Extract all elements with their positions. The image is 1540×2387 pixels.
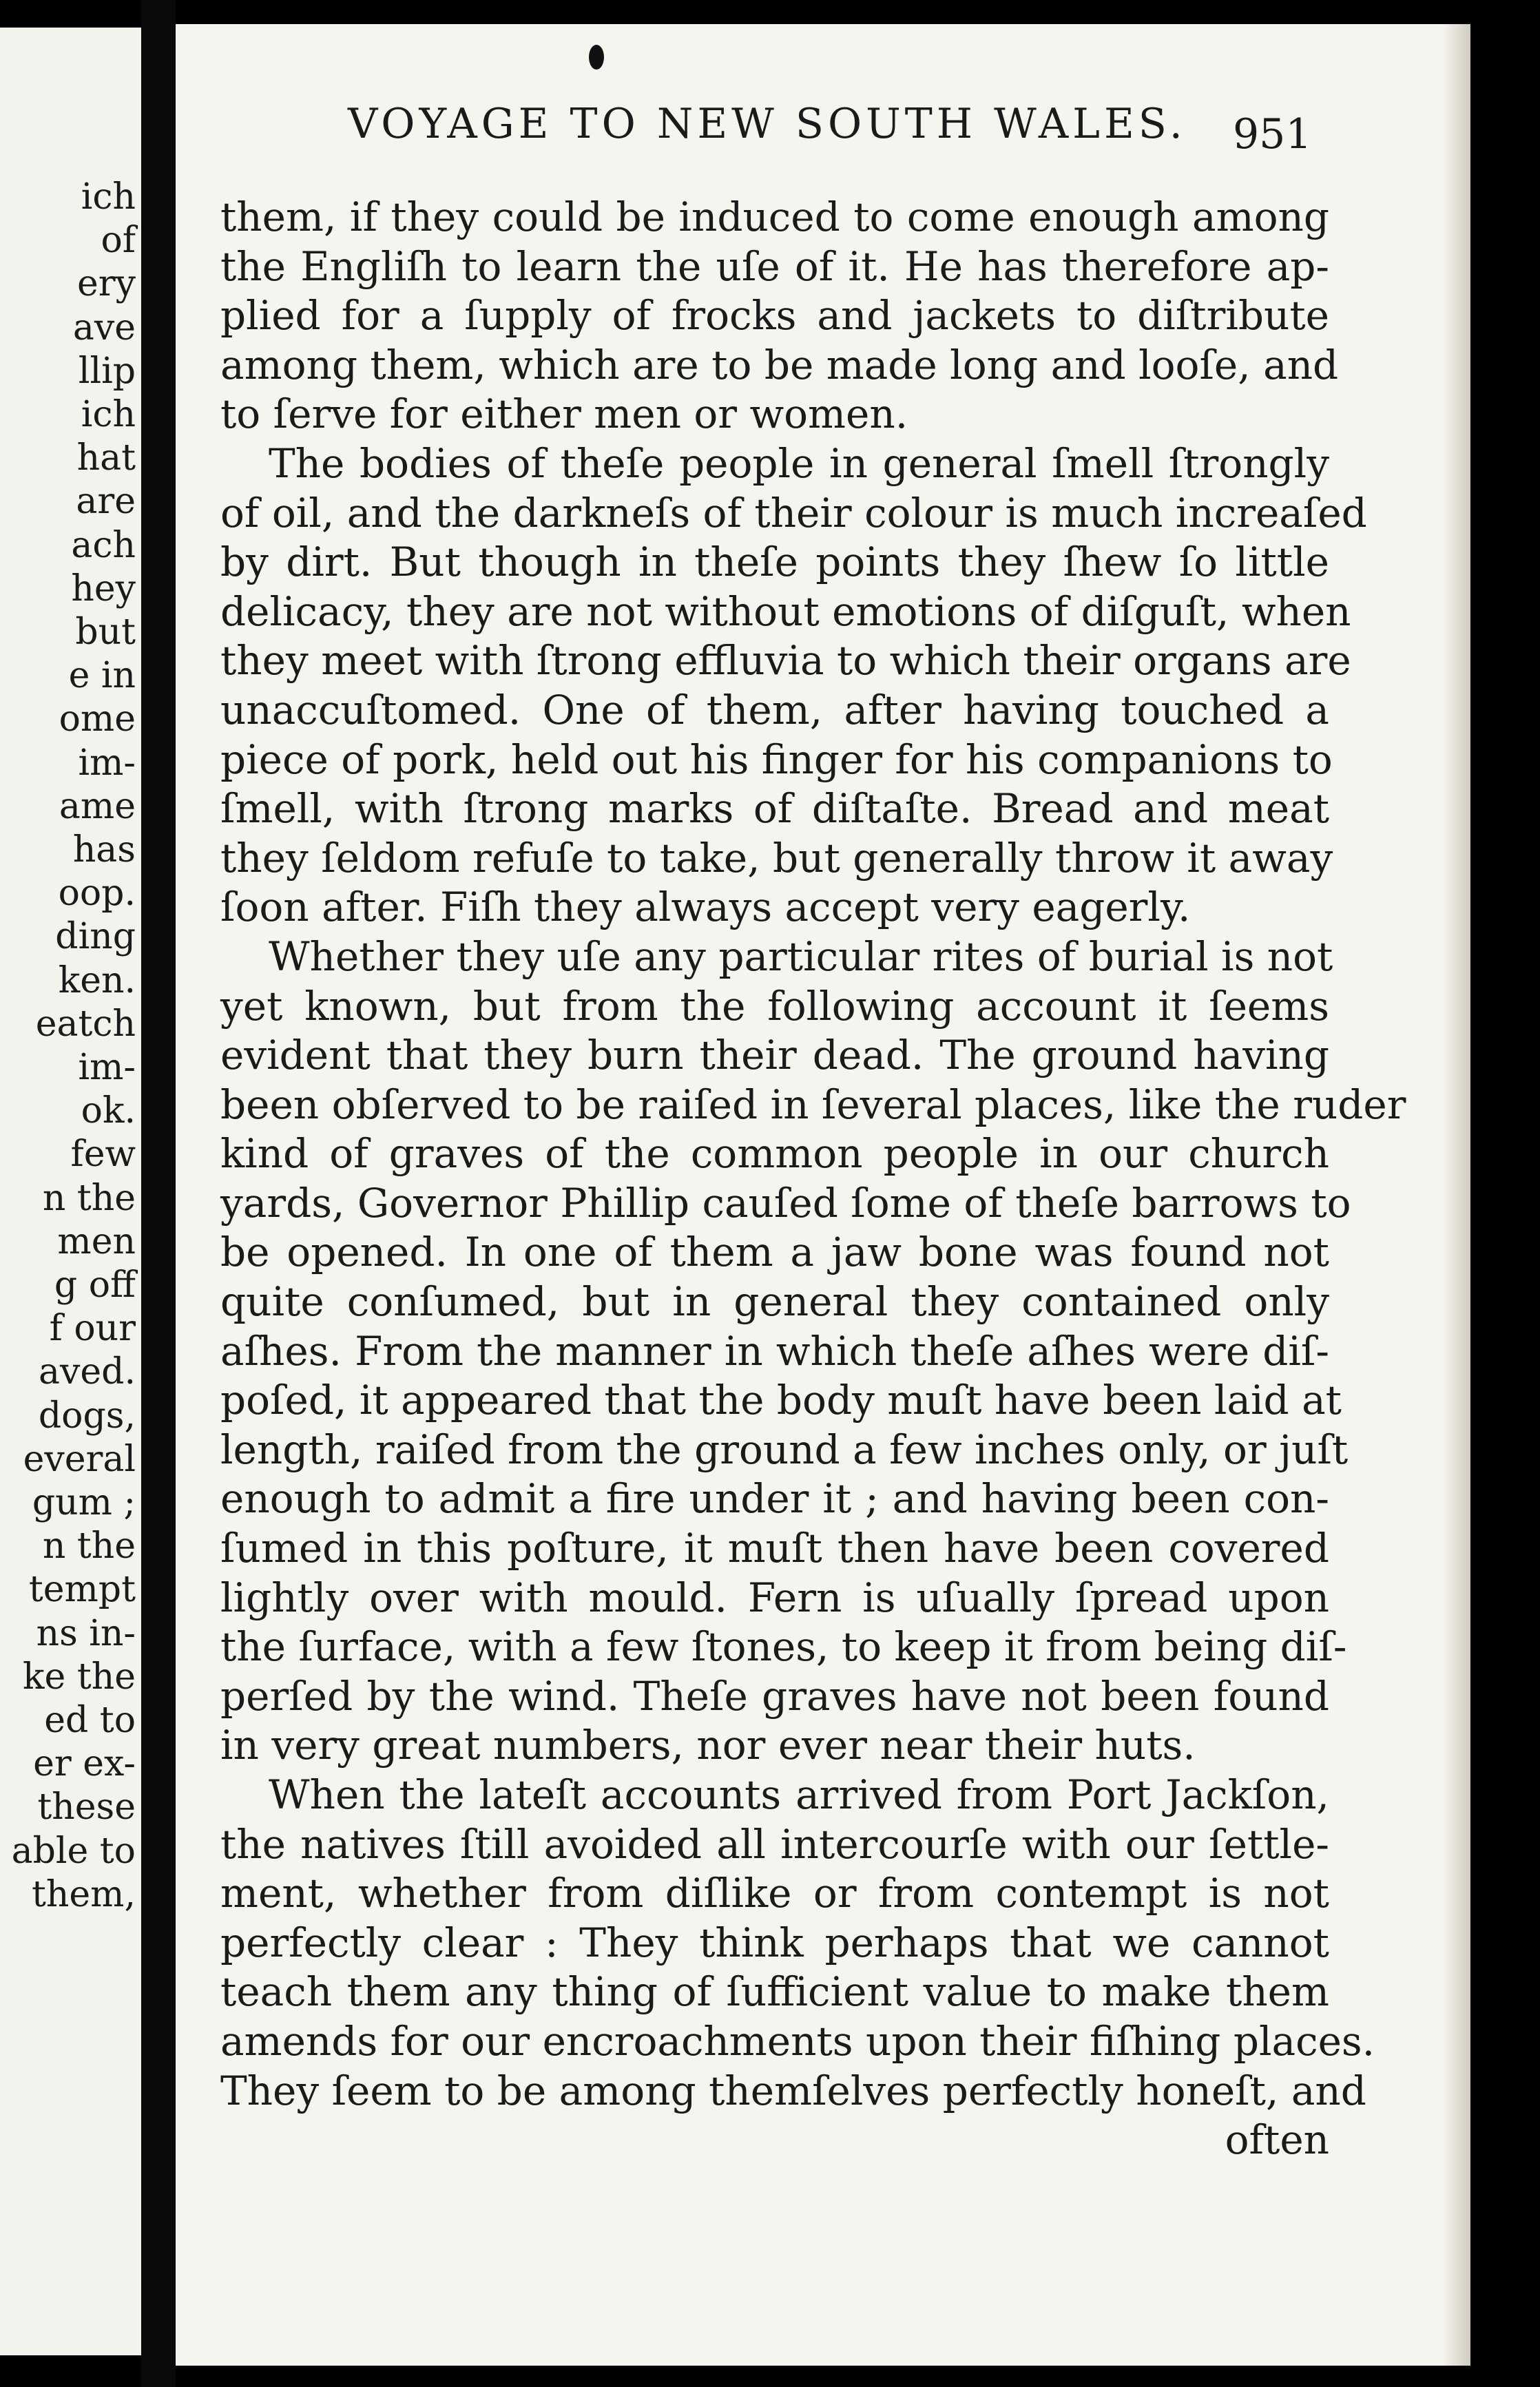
facing-page-word-fragment: gum ;	[32, 1482, 136, 1523]
facing-page-word-fragment: able to	[11, 1830, 136, 1872]
text-line: among them, which are to be made long and looſe, and	[220, 341, 1339, 388]
running-header: VOYAGE TO NEW SOUTH WALES.	[348, 100, 1187, 148]
text-line: the Engliſh to learn the uſe of it. He has therefore ap-	[220, 242, 1329, 290]
text-line: ment, whether from diſlike or from contempt is not	[220, 1870, 1329, 1917]
facing-page-word-fragment: these	[37, 1786, 136, 1828]
text-line: kind of graves of the common people in our church	[220, 1130, 1329, 1178]
book-gutter	[141, 0, 176, 2387]
text-line: quite conſumed, but in general they contained only	[220, 1278, 1329, 1326]
facing-page-word-fragment: ke the	[23, 1656, 136, 1698]
facing-page-word-fragment: of	[101, 220, 136, 262]
facing-page-word-fragment: e in	[68, 655, 136, 697]
text-line: amends for our encroachments upon their fiſhing places.	[220, 2017, 1375, 2065]
text-line: lightly over with mould. Fern is uſually ſpread upon	[220, 1574, 1329, 1621]
text-line: teach them any thing of ſufficient value to make them	[220, 1968, 1329, 2016]
facing-page-word-fragment: ame	[59, 785, 136, 827]
catchword: often	[1225, 2116, 1329, 2164]
facing-page-word-fragment: ok.	[81, 1090, 136, 1132]
facing-page-word-fragment: eatch	[35, 1003, 136, 1045]
facing-page-word-fragment: ns in-	[36, 1612, 136, 1654]
text-line: of oil, and the darkneſs of their colour is much increaſed	[220, 489, 1367, 536]
text-line: The bodies of theſe people in general ſmell ſtrongly	[269, 439, 1329, 487]
text-line: to ſerve for either men or women.	[220, 390, 908, 438]
book-page	[176, 24, 1470, 2366]
facing-page-word-fragment: men	[57, 1220, 136, 1262]
text-line: delicacy, they are not without emotions of diſguſt, when	[220, 587, 1351, 635]
text-line: perfectly clear : They think perhaps that we cannot	[220, 1919, 1329, 1966]
facing-page-word-fragment: hat	[76, 437, 136, 479]
facing-page-word-fragment: ken.	[58, 959, 136, 1001]
facing-page-word-fragment: them,	[32, 1873, 136, 1915]
facing-page-word-fragment: but	[75, 612, 136, 653]
text-line: Whether they uſe any particular rites of burial is not	[269, 932, 1333, 980]
body-text	[220, 193, 1406, 2165]
facing-page-word-fragment: has	[72, 829, 136, 871]
facing-page-word-fragment: ery	[76, 263, 136, 305]
text-line: they meet with ſtrong effluvia to which their organs are	[220, 637, 1351, 685]
facing-page-word-fragment: oop.	[58, 873, 136, 915]
text-line: poſed, it appeared that the body muſt have been laid at	[220, 1377, 1342, 1424]
facing-page-fragment	[0, 28, 141, 2355]
page-number: 951	[1233, 110, 1312, 158]
facing-page-word-fragment: aved.	[39, 1351, 136, 1393]
facing-page-word-fragment: few	[70, 1134, 136, 1176]
text-line: yet known, but from the following account it ſeems	[220, 982, 1329, 1030]
text-line: They ſeem to be among themſelves perfectly honeſt, and	[220, 2067, 1366, 2114]
text-line: been obſerved to be raiſed in ſeveral places, like the ruder	[220, 1081, 1406, 1128]
text-line: in very great numbers, nor ever near their huts.	[220, 1722, 1196, 1769]
facing-page-word-fragment: are	[76, 481, 136, 523]
facing-page-word-fragment: ach	[71, 524, 136, 566]
facing-page-word-fragment: ave	[72, 306, 136, 348]
facing-page-word-fragment: ich	[81, 394, 136, 435]
facing-page-word-fragment: ich	[81, 176, 136, 218]
text-line: aſhes. From the manner in which theſe aſhes were diſ-	[220, 1327, 1329, 1375]
text-line: be opened. In one of them a jaw bone was found not	[220, 1229, 1329, 1276]
text-line: yards, Governor Phillip cauſed ſome of theſe barrows to	[220, 1179, 1351, 1227]
text-line: ſoon after. Fiſh they always accept very eagerly.	[220, 884, 1191, 931]
facing-page-word-fragment: g off	[54, 1264, 136, 1306]
facing-page-word-fragment: everal	[23, 1438, 136, 1480]
facing-page-word-fragment: hey	[71, 567, 136, 609]
facing-page-word-fragment: f our	[49, 1308, 136, 1350]
text-line: evident that they burn their dead. The ground having	[220, 1032, 1329, 1079]
page-edge-shadow	[1443, 24, 1470, 2366]
facing-page-word-fragment: llip	[78, 350, 136, 392]
facing-page-word-fragment: ding	[55, 916, 136, 958]
facing-page-word-fragment: dogs,	[38, 1395, 136, 1437]
facing-page-word-fragment: ome	[59, 698, 136, 740]
text-line: length, raiſed from the ground a few inches only, or juſt	[220, 1426, 1349, 1473]
text-line: ſmell, with ſtrong marks of diſtaſte. Bread and meat	[220, 785, 1329, 833]
text-line: plied for a ſupply of frocks and jackets to diſtribute	[220, 292, 1329, 340]
facing-page-word-fragment: im-	[78, 742, 136, 784]
facing-page-word-fragment: n the	[42, 1525, 136, 1567]
text-line: the natives ſtill avoided all intercourſe with our ſettle-	[220, 1820, 1329, 1868]
text-line: they ſeldom refuſe to take, but generally throw it away	[220, 834, 1333, 882]
binding-hole-mark	[589, 45, 604, 70]
facing-page-word-fragment: im-	[78, 1047, 136, 1088]
text-line: enough to admit a fire under it ; and having been con-	[220, 1475, 1329, 1523]
facing-page-word-fragment: n the	[42, 1177, 136, 1219]
text-line: perſed by the wind. Theſe graves have not been found	[220, 1672, 1329, 1720]
text-line: by dirt. But though in theſe points they ſhew ſo little	[220, 539, 1329, 586]
facing-page-word-fragment: ed to	[44, 1700, 136, 1741]
text-line: When the lateſt accounts arrived from Port Jackſon,	[269, 1771, 1329, 1818]
text-line: piece of pork, held out his finger for his companions to	[220, 736, 1333, 783]
text-line: unaccuſtomed. One of them, after having touched a	[220, 686, 1329, 733]
text-line: the ſurface, with a few ſtones, to keep it from being diſ-	[220, 1623, 1347, 1671]
text-line: ſumed in this poſture, it muſt then have been covered	[220, 1525, 1329, 1572]
text-line: them, if they could be induced to come enough among	[220, 194, 1329, 240]
facing-page-word-fragment: er ex-	[33, 1743, 136, 1785]
facing-page-word-fragment: tempt	[28, 1569, 136, 1611]
